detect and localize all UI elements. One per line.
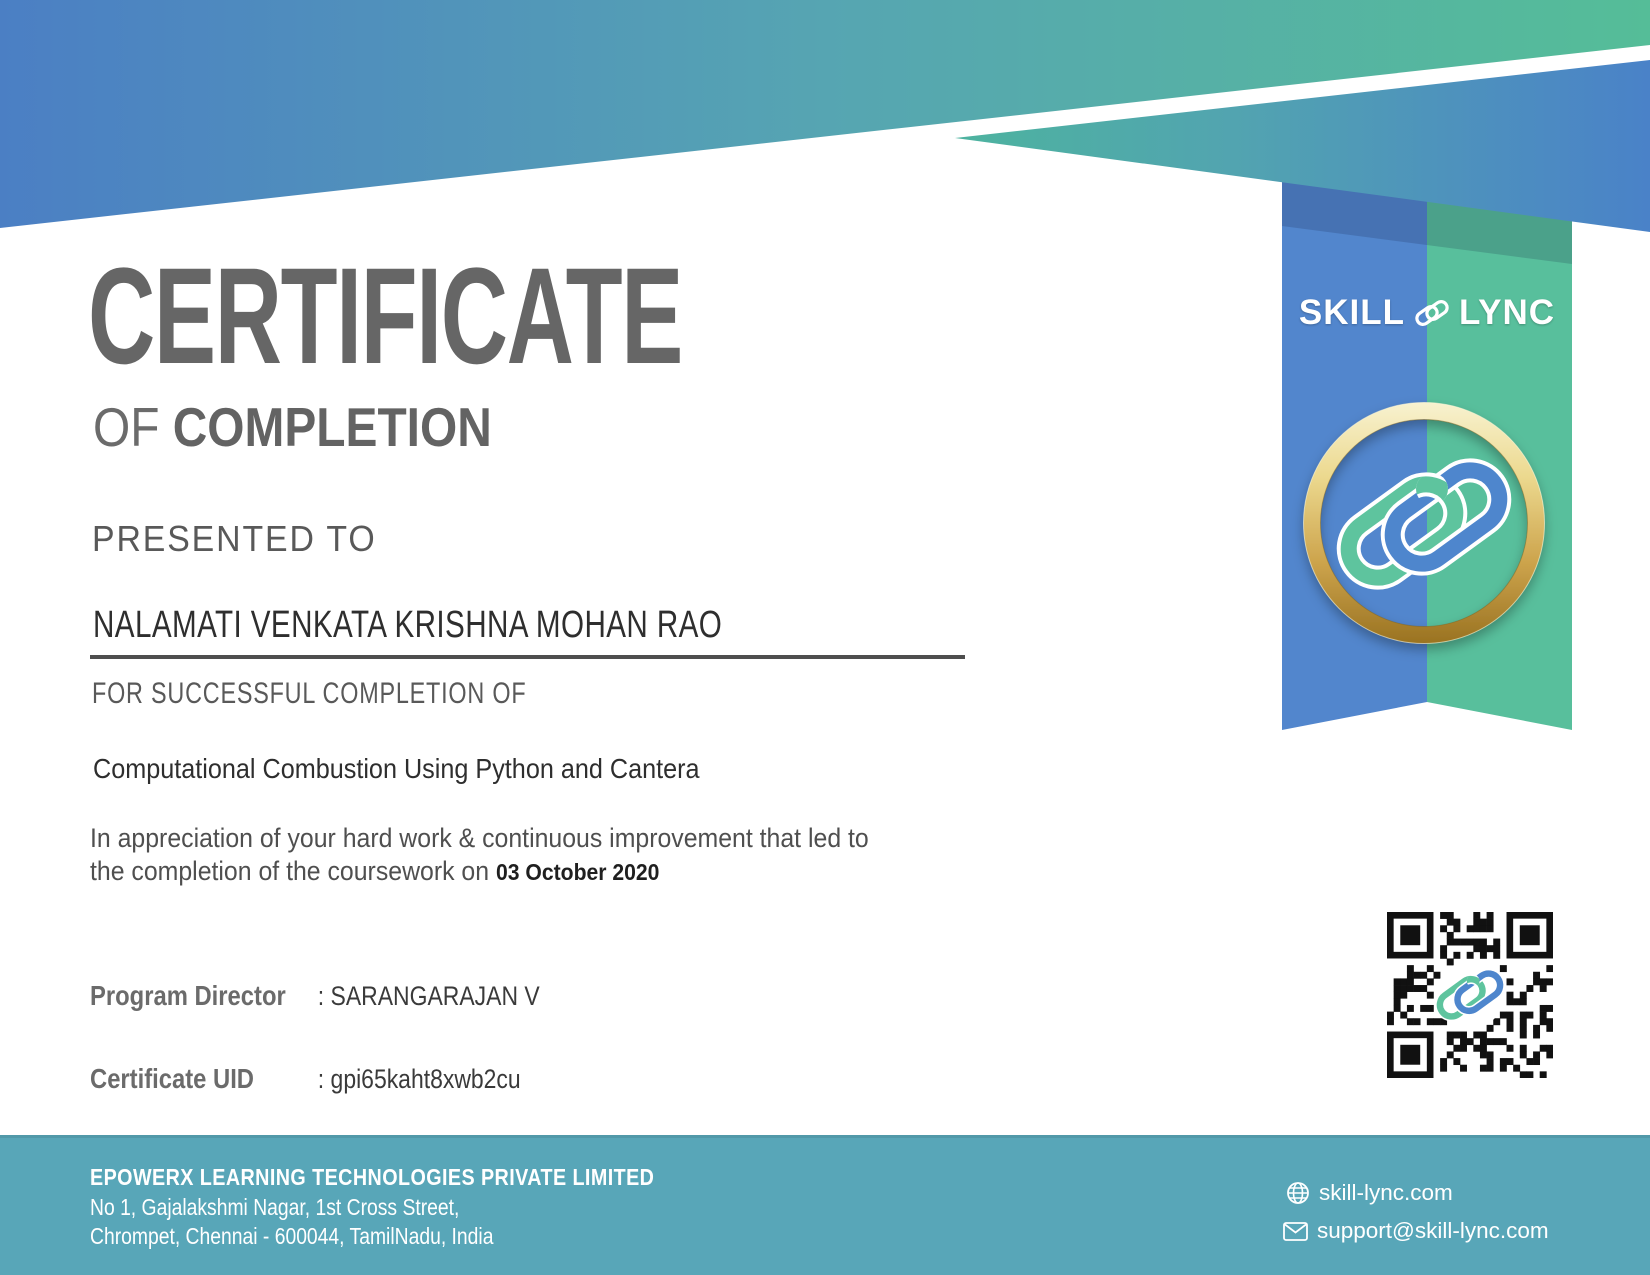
certificate-uid-label: Certificate UID (90, 1063, 254, 1094)
completion-label: FOR SUCCESSFUL COMPLETION OF (92, 677, 527, 710)
qr-code (1387, 912, 1553, 1078)
chain-links-icon (1412, 300, 1452, 326)
brand-logo-right: LYNC (1459, 293, 1556, 332)
footer-address-line1: No 1, Gajalakshmi Nagar, 1st Cross Street, (90, 1193, 460, 1220)
brand-logo-left: SKILL (1298, 293, 1406, 332)
name-underline (90, 655, 965, 659)
certificate-subtitle: OF COMPLETION (93, 396, 492, 458)
footer-address-line2: Chrompet, Chennai - 600044, TamilNadu, India (90, 1222, 494, 1249)
certificate-uid-row (90, 1065, 521, 1093)
footer-email: support@skill-lync.com (1317, 1218, 1549, 1243)
course-name: Computational Combustion Using Python and Cantera (93, 753, 700, 784)
footer-website: skill-lync.com (1319, 1180, 1453, 1205)
footer-email-row (1283, 1218, 1549, 1244)
presented-to-label: PRESENTED TO (92, 518, 377, 559)
completion-date: 03 October 2020 (495, 859, 660, 885)
globe-icon (1286, 1181, 1310, 1205)
program-director-row (90, 982, 540, 1010)
footer-company-block (90, 1166, 654, 1248)
brand-logo (1282, 290, 1572, 336)
appreciation-text: In appreciation of your hard work & continuous improvement that led to the completion of the coursework on 03 October 2020 (90, 823, 869, 886)
footer-bar (0, 1135, 1650, 1275)
footer-company-name: EPOWERX LEARNING TECHNOLOGIES PRIVATE LIMITED (90, 1164, 655, 1190)
envelope-icon (1283, 1222, 1308, 1241)
recipient-name: NALAMATI VENKATA KRISHNA MOHAN RAO (93, 604, 723, 646)
program-director-value: : SARANGARAJAN V (317, 981, 540, 1011)
footer-website-row (1286, 1180, 1453, 1206)
certificate-title: CERTIFICATE (88, 240, 683, 393)
certificate-uid-value: : gpi65kaht8xwb2cu (317, 1064, 521, 1094)
program-director-label: Program Director (90, 980, 286, 1011)
